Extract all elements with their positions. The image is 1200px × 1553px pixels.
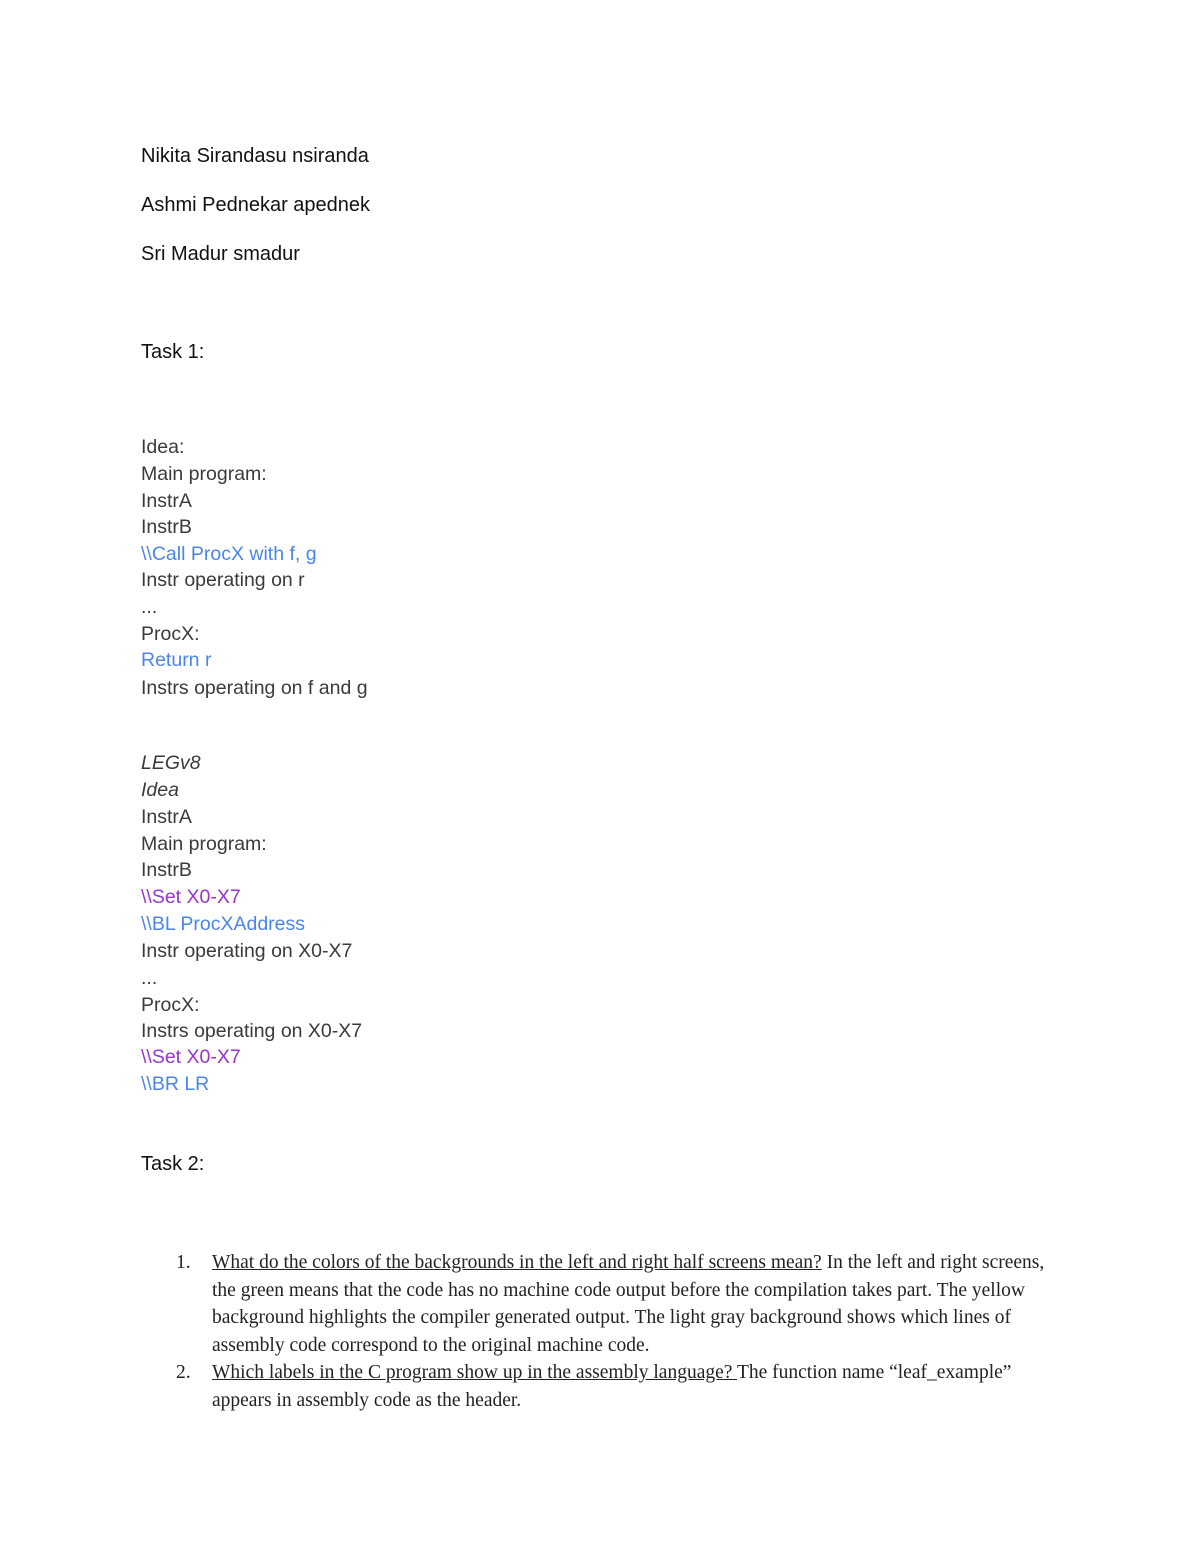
list-number: 1.: [176, 1252, 191, 1273]
answer-text: The function name “leaf_example” appears in assembly code as the header.: [212, 1362, 1012, 1411]
idea-line-comment: Return r: [141, 649, 212, 671]
legv8-line-comment: \\Set X0-X7: [141, 886, 241, 908]
legv8-line-comment: \\BR LR: [141, 1073, 210, 1095]
author-1: Nikita Sirandasu nsiranda: [141, 145, 369, 167]
legv8-line: ProcX:: [141, 994, 200, 1016]
answer-text: In the left and right screens, the green means that the code has no machine code output before the compilation takes part. The yellow background highlights the compiler generated output. The light gray background shows which lines of assembly code correspond to the original machine code.: [212, 1252, 1045, 1356]
list-item: [176, 1249, 1066, 1359]
task1-heading: Task 1:: [141, 341, 205, 363]
idea-line: Idea:: [141, 436, 185, 458]
legv8-line: Instr operating on X0-X7: [141, 940, 353, 962]
author-3: Sri Madur smadur: [141, 243, 300, 265]
idea-line: Main program:: [141, 463, 267, 485]
author-2: Ashmi Pednekar apednek: [141, 194, 371, 216]
idea-line: InstrA: [141, 490, 192, 512]
legv8-line: InstrB: [141, 859, 192, 881]
list-item: [176, 1359, 1066, 1414]
task2-heading: Task 2:: [141, 1153, 205, 1175]
idea-line: InstrB: [141, 516, 192, 538]
legv8-line: ...: [141, 967, 158, 989]
idea-line: Instrs operating on f and g: [141, 677, 368, 699]
idea-line: Instr operating on r: [141, 569, 305, 591]
legv8-line: LEGv8: [141, 752, 201, 774]
idea-line: ProcX:: [141, 623, 200, 645]
question-list: [176, 1249, 1066, 1414]
question-text: What do the colors of the backgrounds in the left and right half screens mean?: [212, 1252, 822, 1273]
list-number: 2.: [176, 1362, 191, 1383]
idea-line: ...: [141, 596, 158, 618]
idea-line-comment: \\Call ProcX with f, g: [141, 543, 317, 565]
legv8-line: InstrA: [141, 806, 192, 828]
legv8-line-comment: \\BL ProcXAddress: [141, 913, 306, 935]
legv8-line: Instrs operating on X0-X7: [141, 1020, 363, 1042]
question-text: Which labels in the C program show up in the assembly language?: [212, 1362, 737, 1383]
legv8-line: Idea: [141, 779, 179, 801]
legv8-line: Main program:: [141, 833, 267, 855]
legv8-line-comment: \\Set X0-X7: [141, 1046, 241, 1068]
